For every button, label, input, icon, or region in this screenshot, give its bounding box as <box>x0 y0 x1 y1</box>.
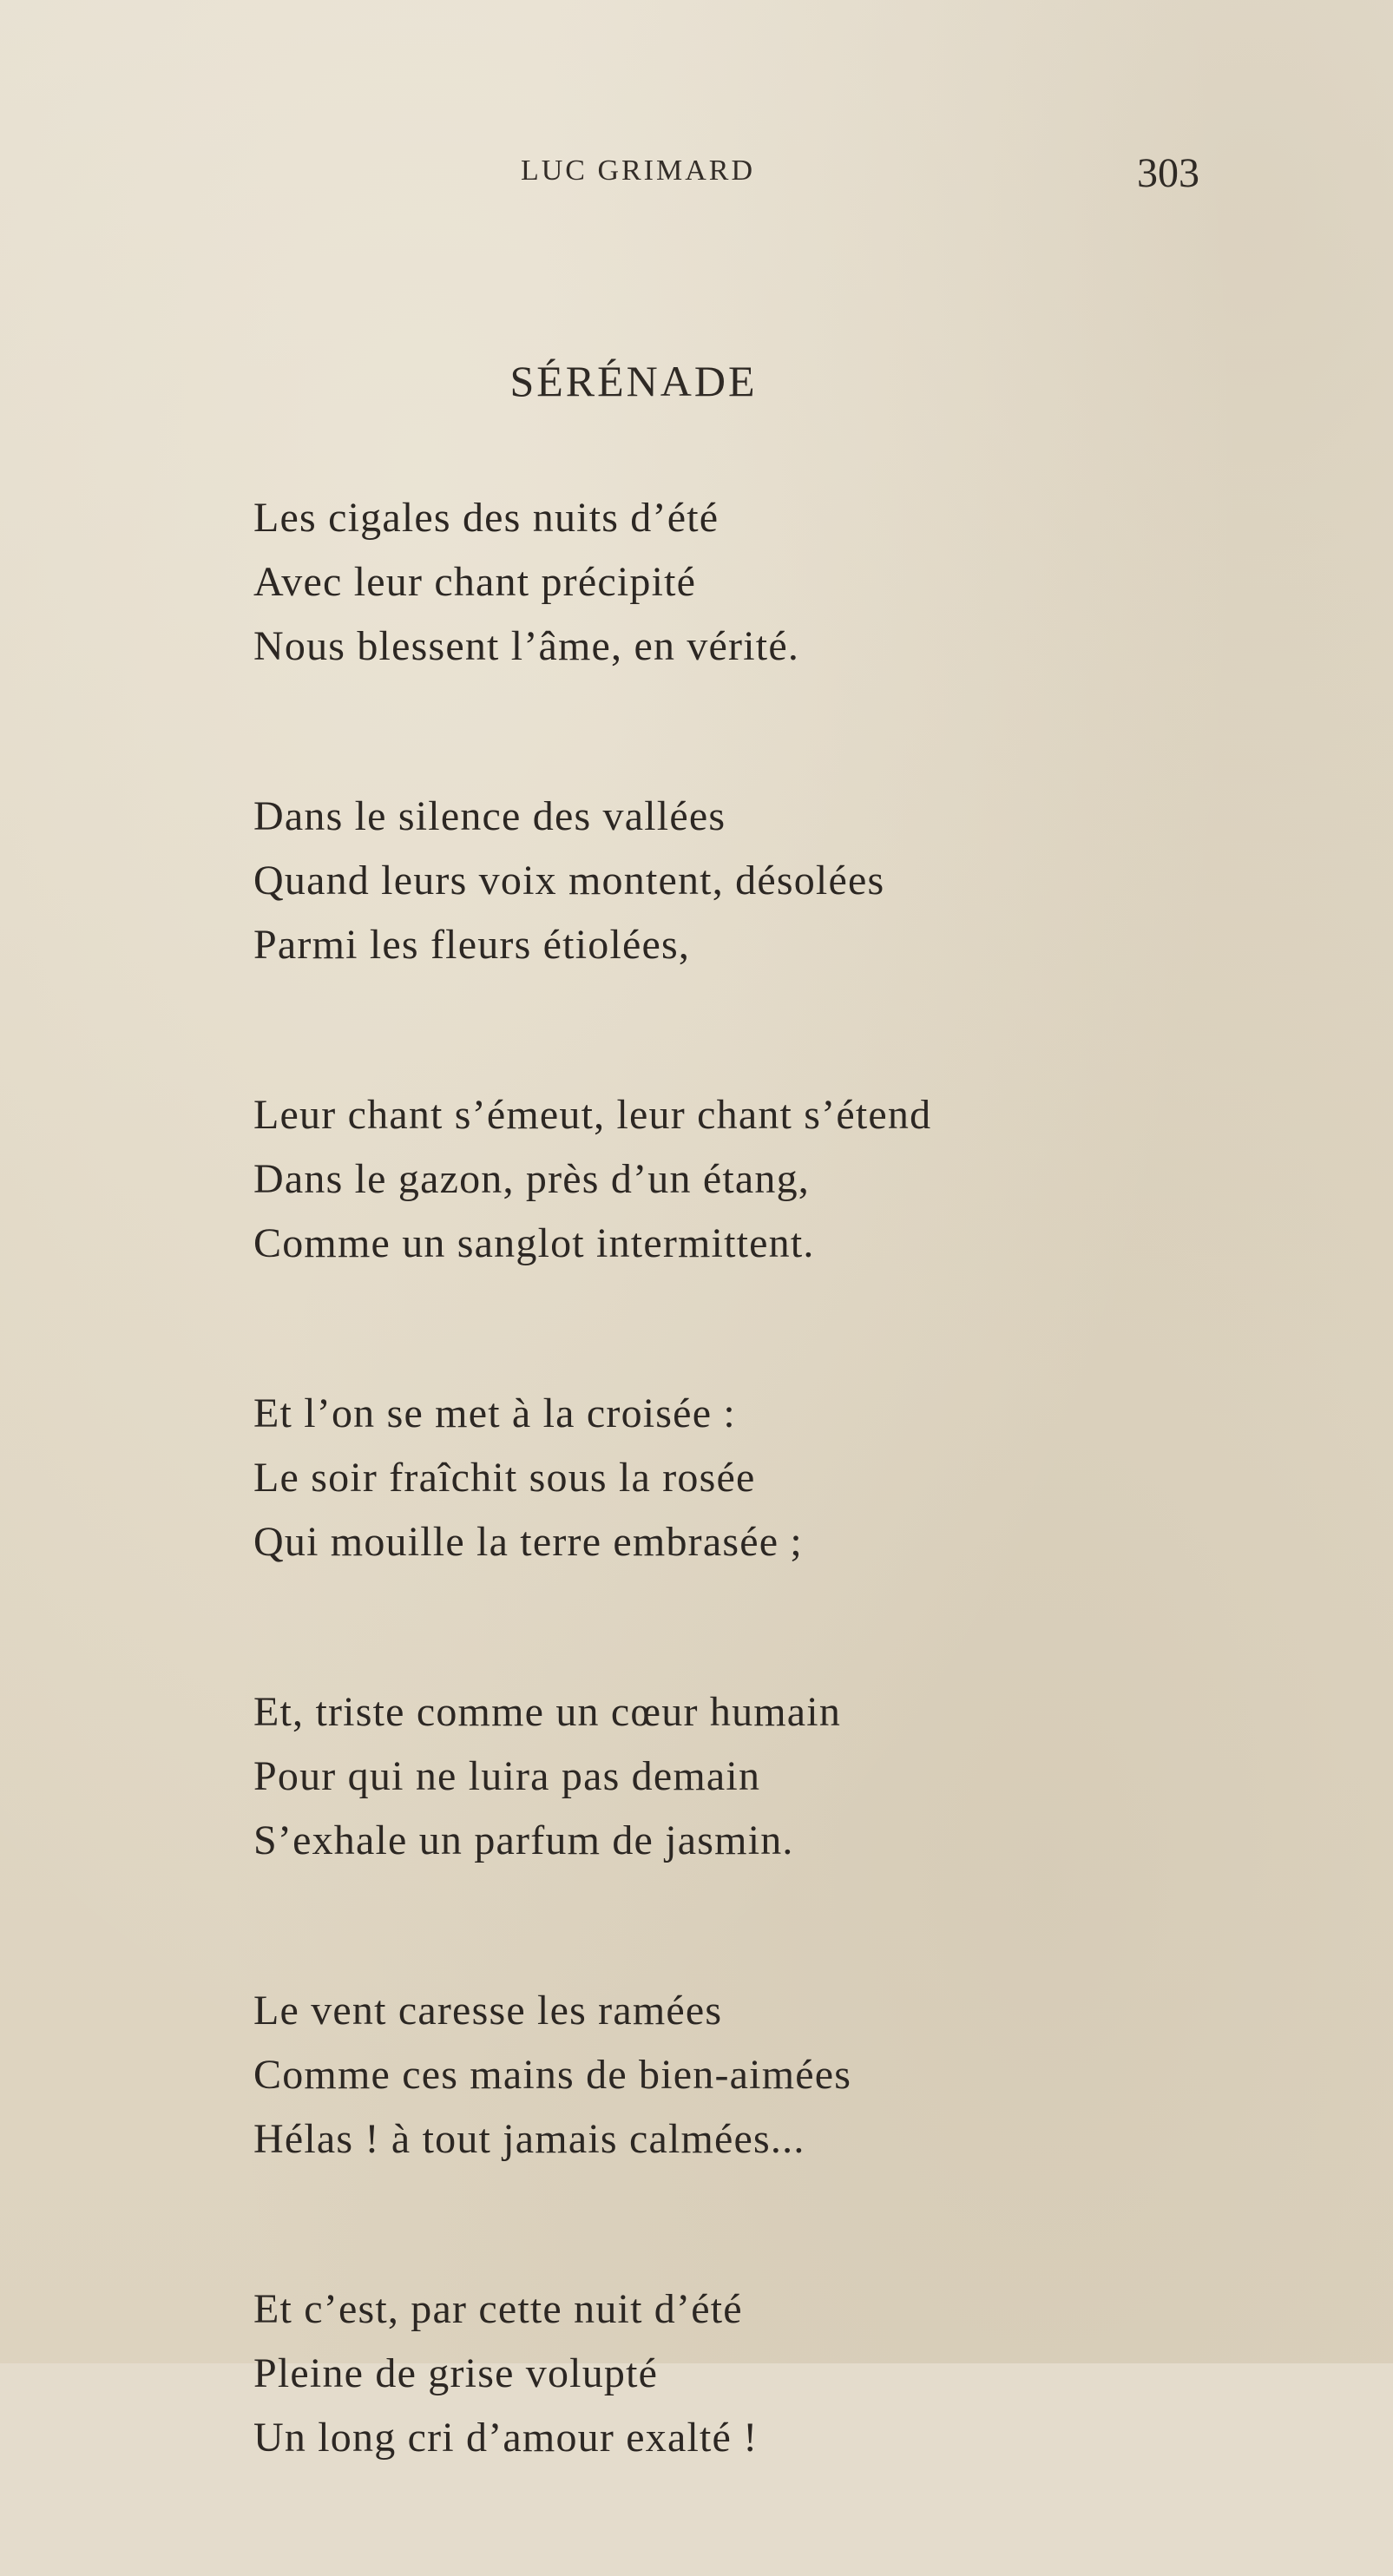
stanza-6 <box>253 1979 1260 2172</box>
verse-line: Hélas ! à tout jamais calmées... <box>253 2116 805 2162</box>
verse-line: Le soir fraîchit sous la rosée <box>253 1455 756 1501</box>
verse-line: Et c’est, par cette nuit d’été <box>253 2286 743 2332</box>
verse-line: Comme ces mains de bien-aimées <box>253 2052 852 2098</box>
stanza-2 <box>253 785 1260 977</box>
verse-line: Parmi les fleurs étiolées, <box>253 922 691 968</box>
stanza-3 <box>253 1083 1260 1276</box>
stanza-4 <box>253 1382 1260 1574</box>
verse-line: Et, triste comme un cœur humain <box>253 1689 842 1735</box>
verse-line: Dans le silence des vallées <box>253 793 726 839</box>
verse-line: Qui mouille la terre embrasée ; <box>253 1519 803 1565</box>
verse-line: Dans le gazon, près d’un étang, <box>253 1156 810 1202</box>
verse-line: Le vent caresse les ramées <box>253 1988 723 2034</box>
verse-line: S’exhale un parfum de jasmin. <box>253 1817 794 1863</box>
verse-line: Comme un sanglot intermittent. <box>253 1220 815 1266</box>
verse-line: Quand leurs voix montent, désolées <box>253 858 885 904</box>
verse-line: Nous blessent l’âme, en vérité. <box>253 623 800 669</box>
verse-line: Leur chant s’émeut, leur chant s’étend <box>253 1092 932 1138</box>
stanza-5 <box>253 1680 1260 1873</box>
verse-line: Un long cri d’amour exalté ! <box>253 2415 759 2461</box>
verse-line: Les cigales des nuits d’été <box>253 495 719 541</box>
running-head-author: LUC GRIMARD <box>520 154 756 187</box>
verse-line: Pleine de grise volupté <box>253 2350 659 2396</box>
verse-line: Pour qui ne luira pas demain <box>253 1753 761 1799</box>
verse-line: Et l’on se met à la croisée : <box>253 1390 736 1436</box>
poem-title: SÉRÉNADE <box>509 357 758 405</box>
stanza-7 <box>253 2277 1260 2470</box>
stanza-1 <box>253 486 1260 679</box>
page-number: 303 <box>1137 150 1199 196</box>
verse-line: Avec leur chant précipité <box>253 559 697 605</box>
poem-body <box>253 486 1260 2576</box>
